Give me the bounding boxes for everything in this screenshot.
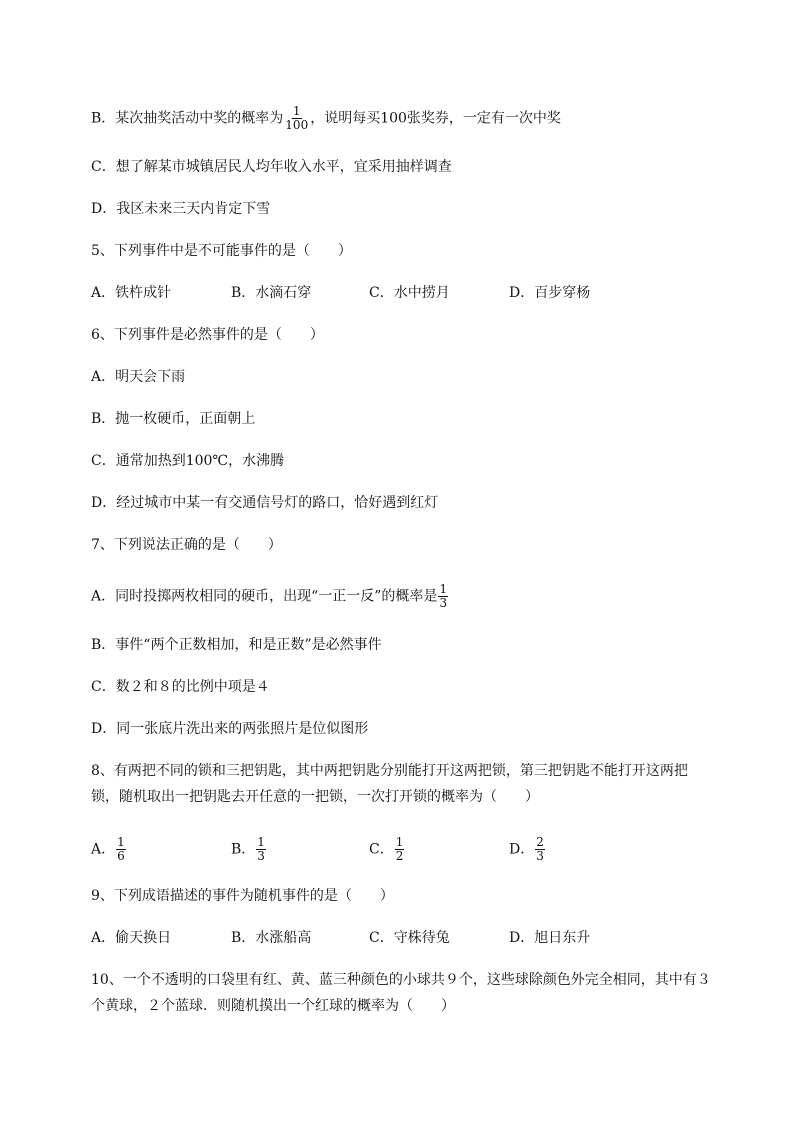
q6-option-d: D．经过城市中某一有交通信号灯的路口，恰好遇到红灯 [91,495,439,511]
q7-option-c: C．数２和８的比例中项是４ [91,679,270,695]
fraction [256,836,266,863]
fraction [284,105,309,132]
denominator: 100 [285,118,309,132]
q6-option-c: C．通常加热到100℃，水沸腾 [91,453,285,469]
question-7: 7、下列说法正确的是（ ） [91,537,282,553]
question-5: 5、下列事件中是不可能事件的是（ ） [91,243,352,259]
option-label: D． [509,841,535,858]
numerator: 1 [439,582,448,596]
option-label: A． [91,841,116,858]
option-label: C． [369,841,394,858]
q5-option-b: B．水滴石穿 [231,285,312,301]
fraction [116,836,126,863]
numerator: 1 [257,835,265,849]
question-10-line-1: 10、一个不透明的口袋里有红、黄、蓝三种颜色的小球共９个，这些球除颜色外完全相同，其中有３ [91,972,711,988]
fraction [438,583,448,610]
option-d-q4: D．我区未来三天内肯定下雪 [91,201,271,217]
q7-option-b: B．事件“两个正数相加，和是正数”是必然事件 [91,637,382,653]
numerator: 1 [395,835,404,849]
q9-option-c: C．守株待兔 [369,930,450,946]
q5-option-c: C．水中捞月 [369,285,450,301]
option-text: ，说明每买100张奖券，一定有一次中奖 [310,110,561,127]
q8-option-c [369,836,405,863]
option-text: B．某次抽奖活动中奖的概率为 [91,110,284,127]
denominator: 6 [117,849,125,863]
denominator: 3 [536,849,544,863]
question-8-line-2: 锁，随机取出一把钥匙去开任意的一把锁，一次打开锁的概率为（ ） [91,789,539,805]
q5-option-d: D．百步穿杨 [509,285,591,301]
denominator: 2 [395,849,404,863]
question-8-line-1: 8、有两把不同的锁和三把钥匙，其中两把钥匙分别能打开这两把锁，第三把钥匙不能打开这两把 [91,763,688,779]
q8-option-a [91,836,127,863]
q9-option-b: B．水涨船高 [231,930,312,946]
denominator: 3 [439,596,448,610]
option-c-q4: C．想了解某市城镇居民人均年收入水平，宜采用抽样调查 [91,159,452,175]
question-9: 9、下列成语描述的事件为随机事件的是（ ） [91,888,394,904]
option-text: A．同时投掷两枚相同的硬币，出现“一正一反”的概率是 [91,588,438,605]
fraction [395,836,405,863]
option-b-q4 [91,105,561,132]
q7-option-d: D．同一张底片洗出来的两张照片是位似图形 [91,721,369,737]
numerator: 1 [117,835,125,849]
q7-option-a [91,583,449,610]
fraction [535,836,545,863]
numerator: 2 [536,835,544,849]
q5-option-a: A．铁杵成针 [91,285,172,301]
q9-option-d: D．旭日东升 [509,930,591,946]
q8-option-b [231,836,267,863]
option-label: B． [231,841,256,858]
question-6: 6、下列事件是必然事件的是（ ） [91,327,324,343]
question-10-line-2: 个黄球，２个蓝球．则随机摸出一个红球的概率为（ ） [91,998,455,1014]
denominator: 3 [257,849,265,863]
q6-option-a: A．明天会下雨 [91,369,186,385]
q6-option-b: B．抛一枚硬币，正面朝上 [91,411,256,427]
numerator: 1 [292,104,301,118]
q9-option-a: A．偷天换日 [91,930,172,946]
q8-option-d [509,836,546,863]
